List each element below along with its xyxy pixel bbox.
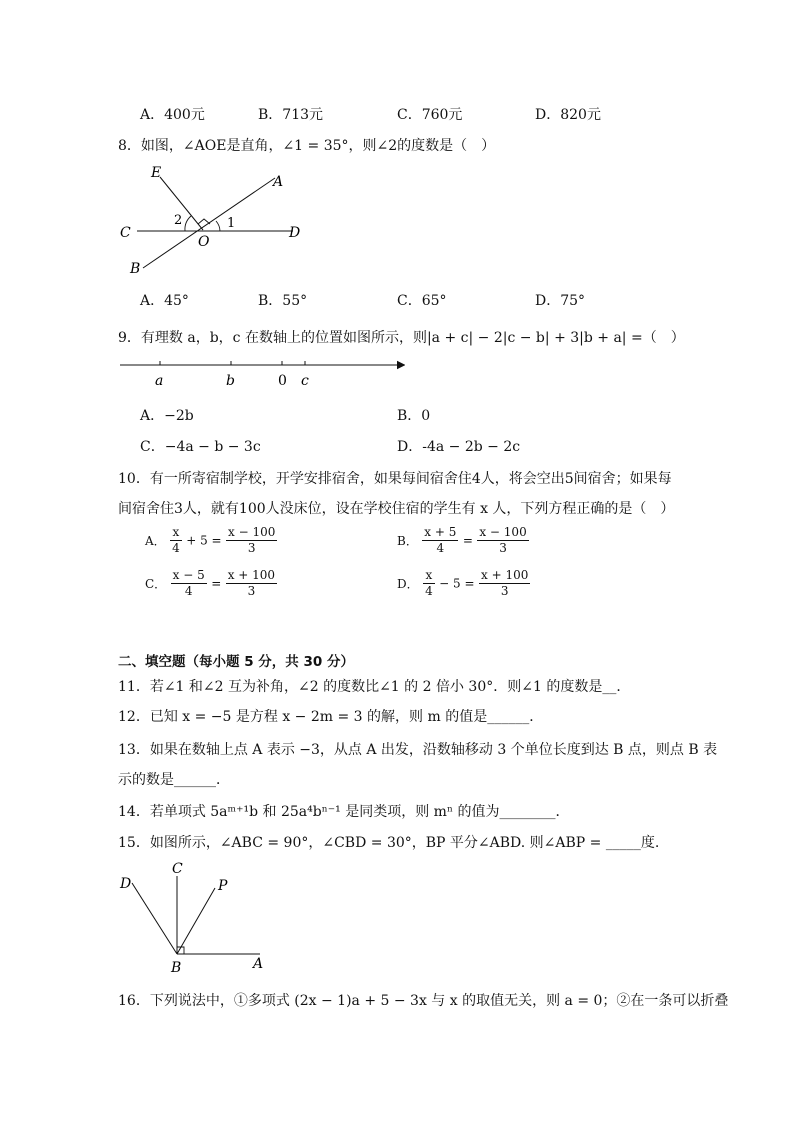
q7-option-c: C．760元 — [397, 107, 463, 123]
q8-option-d: D．75° — [535, 293, 586, 309]
q9-stem: 9．有理数 a，b，c 在数轴上的位置如图所示，则|a + c| − 2|c − b| + 3|b + a| =（ ） — [118, 330, 685, 346]
q9-option-c: C．−4a − b − 3c — [140, 439, 261, 455]
fraction: $\frac{x - 5}{4}$ — [172, 568, 205, 598]
q9-number-line — [115, 352, 415, 392]
q9-option-b: B．0 — [397, 408, 431, 424]
label-angle-2: 2 — [174, 213, 183, 228]
q11-text: 11．若∠1 和∠2 互为补角，∠2 的度数比∠1 的 2 倍小 30°．则∠1 的度数是__． — [118, 679, 631, 695]
label-e: E — [151, 165, 162, 181]
label-angle-1: 1 — [227, 216, 236, 231]
q8-angle-figure — [115, 160, 315, 280]
fraction: $\frac{x}{4}$ — [425, 568, 433, 598]
fraction: $\frac{x}{4}$ — [172, 525, 180, 555]
ray-bp — [177, 888, 215, 954]
q16-text: 16．下列说法中，①多项式 (2x − 1)a + 5 − 3x 与 x 的取值无关，则 a = 0；②在一条可以折叠 — [118, 993, 729, 1009]
label-b: B — [130, 261, 141, 277]
label-p: P — [218, 878, 228, 894]
angle-2-arc — [185, 216, 191, 231]
fraction: $\frac{x + 100}{3}$ — [227, 568, 276, 598]
label-a: A — [273, 174, 284, 190]
q7-option-b: B．713元 — [258, 107, 324, 123]
fraction: $\frac{x - 100}{3}$ — [228, 525, 276, 555]
q8-option-a: A．45° — [140, 293, 189, 309]
fraction: $\frac{x + 100}{3}$ — [481, 568, 529, 598]
q9-option-a: A．−2b — [140, 408, 194, 424]
section-title-fill-in: 二、填空题（每小题 5 分，共 30 分） — [118, 654, 354, 670]
angle-1-arc — [216, 221, 220, 231]
q8-option-c: C．65° — [397, 293, 447, 309]
axis-label-b: b — [226, 373, 235, 389]
q10-stem-line2: 间宿舍住3人，就有100人没床位，设在学校住宿的学生有 x 人，下列方程正确的是（ ） — [118, 501, 675, 517]
q10-option-d: D． $\frac{x}{4}$ − 5 = $\frac{x + 100}{3}$ — [397, 568, 529, 598]
q10-option-c: C． $\frac{x - 5}{4}$ = $\frac{x + 100}{3}$ — [145, 568, 276, 598]
q15-text: 15．如图所示，∠ABC = 90°，∠CBD = 30°，BP 平分∠ABD. 则∠ABP = _____度. — [118, 835, 660, 851]
q12-text: 12．已知 x = −5 是方程 x − 2m = 3 的解，则 m 的值是______． — [118, 709, 544, 725]
label-b: B — [171, 960, 182, 976]
axis-label-c: c — [301, 373, 309, 389]
q7-option-d: D．820元 — [535, 107, 601, 123]
q8-stem: 8．如图，∠AOE是直角，∠1 = 35°，则∠2的度数是（ ） — [118, 138, 496, 154]
label-d: D — [289, 225, 301, 241]
label-c: C — [120, 225, 131, 241]
label-a: A — [253, 956, 264, 972]
label-c: C — [172, 861, 183, 877]
fraction: $\frac{x + 5}{4}$ — [424, 525, 457, 555]
label-o: O — [198, 234, 210, 250]
q13-text-line1: 13．如果在数轴上点 A 表示 −3，从点 A 出发，沿数轴移动 3 个单位长度到达 B 点，则点 B 表 — [118, 742, 718, 758]
q14-text: 14．若单项式 5aᵐ⁺¹b 和 25a⁴bⁿ⁻¹ 是同类项，则 mⁿ 的值为________． — [118, 804, 570, 820]
q9-option-d: D．-4a − 2b − 2c — [397, 439, 521, 455]
axis-label-zero: 0 — [278, 373, 287, 389]
q10-stem-line1: 10．有一所寄宿制学校，开学安排宿舍，如果每间宿舍住4人，将会空出5间宿舍；如果每 — [118, 471, 672, 487]
q8-option-b: B．55° — [258, 293, 308, 309]
axis-label-a: a — [155, 373, 164, 389]
q10-option-a: A． $\frac{x}{4}$ + 5 = $\frac{x - 100}{3}$ — [145, 525, 276, 555]
q13-text-line2: 示的数是______． — [118, 772, 230, 788]
axis-arrow — [397, 361, 405, 369]
q15-angle-figure — [115, 858, 275, 976]
label-d: D — [120, 876, 132, 892]
q10-option-b: B． $\frac{x + 5}{4}$ = $\frac{x - 100}{3}$ — [397, 525, 527, 555]
q7-option-a: A．400元 — [140, 107, 205, 123]
ray-bd — [132, 883, 177, 954]
fraction: $\frac{x - 100}{3}$ — [479, 525, 527, 555]
